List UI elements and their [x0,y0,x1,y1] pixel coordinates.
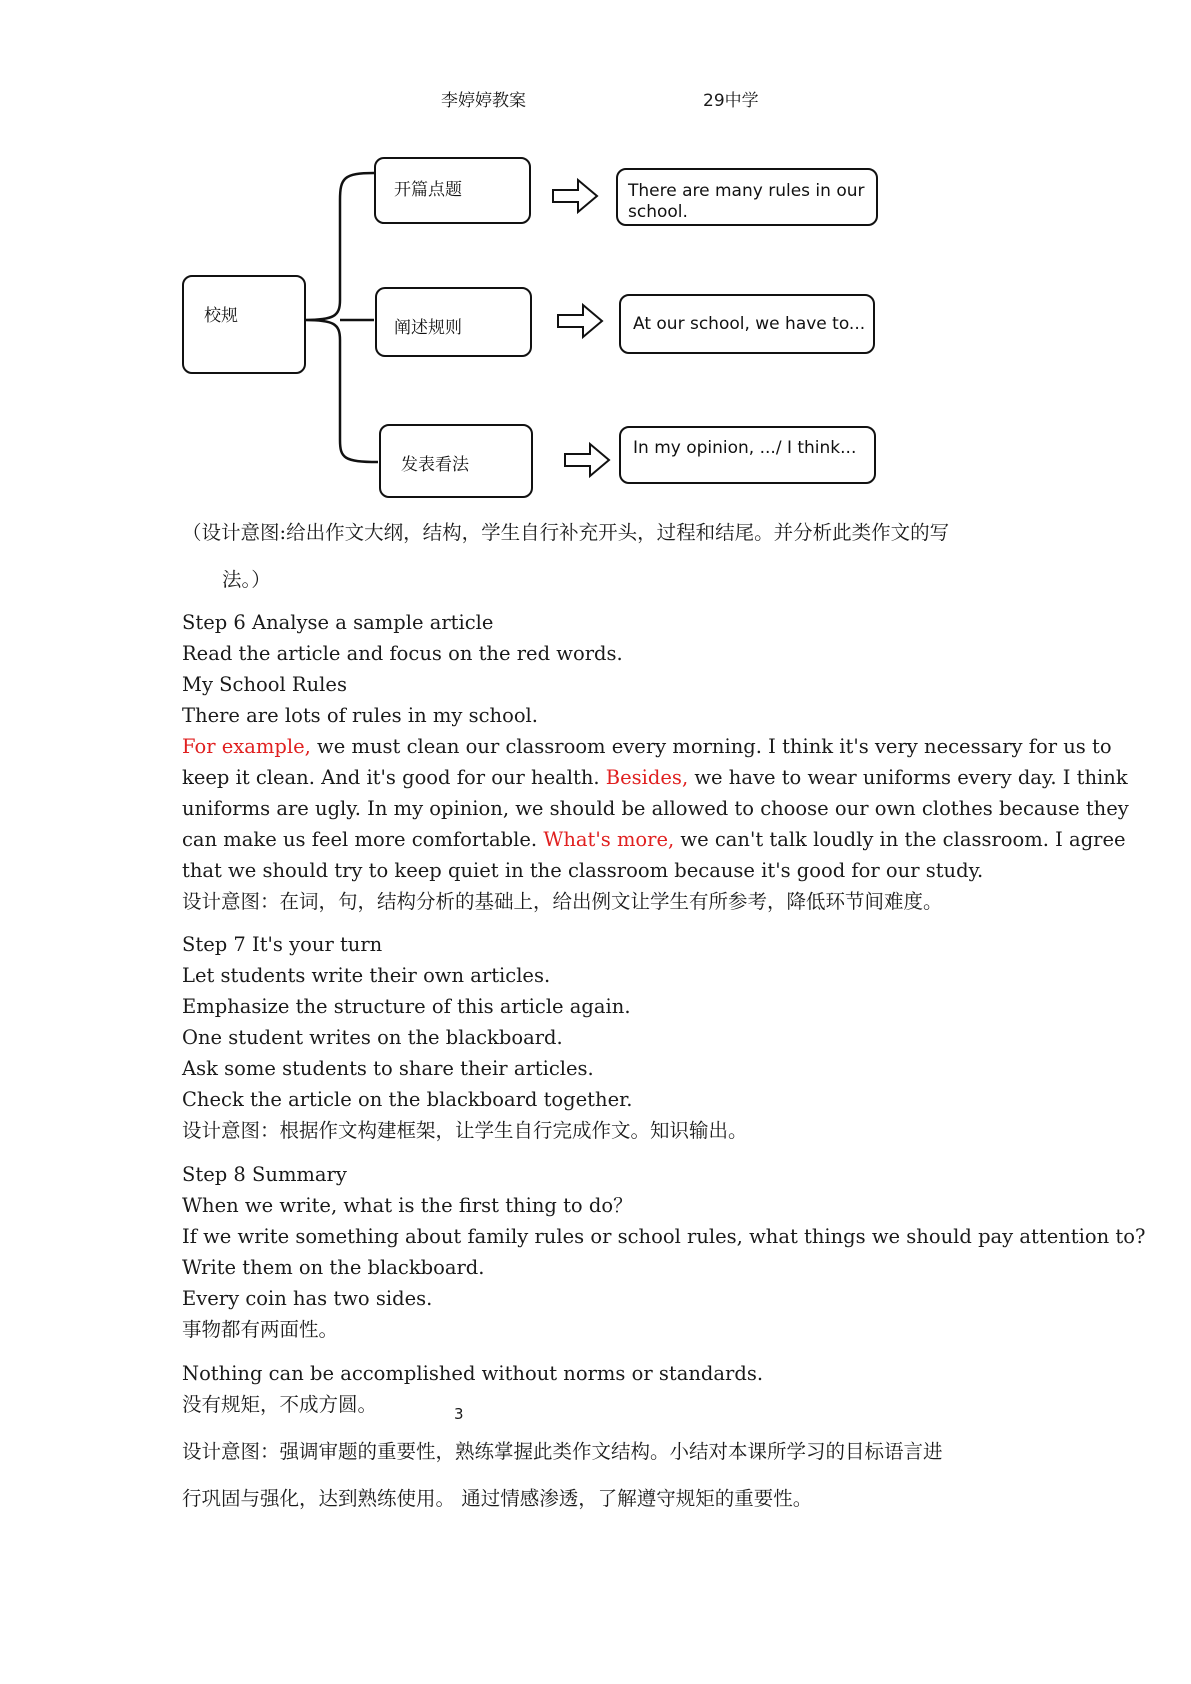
step8-question-2: If we write something about family rules or school rules, what things we should pay attention to? [182,1225,1146,1248]
step8-design-note-line1: 设计意图：强调审题的重要性，熟练掌握此类作文结构。小结对本课所学习的目标语言进 [182,1440,943,1463]
saying-1-english: Every coin has two sides. [182,1287,433,1310]
step7-item: Let students write their own articles. [182,964,551,987]
article-title: My School Rules [182,673,347,696]
step7-item: Ask some students to share their articles. [182,1057,594,1080]
step8-title: Step 8 Summary [182,1163,347,1186]
saying-1-chinese: 事物都有两面性。 [182,1318,339,1341]
red-word-besides: Besides, [605,766,689,789]
branch-node-1-label: 开篇点题 [394,180,462,200]
header-author: 李婷婷教案 [441,91,526,111]
step7-title: Step 7 It's your turn [182,933,383,956]
example-box-2 [619,294,875,354]
step7-item: One student writes on the blackboard. [182,1026,563,1049]
root-node [182,275,306,374]
step6-design-note: 设计意图：在词，句，结构分析的基础上，给出例文让学生有所参考，降低环节间难度。 [182,890,943,913]
arrow-right-icon-1 [553,180,597,212]
example-box-3-text: In my opinion, .../ I think... [633,438,857,458]
red-word-whats-more: What's more, [543,828,675,851]
branch-node-2 [375,287,532,357]
article-line-5: that we should try to keep quiet in the classroom because it's good for our study. [182,859,984,882]
step7-item: Check the article on the blackboard together. [182,1088,633,1111]
example-box-2-text: At our school, we have to... [633,314,866,334]
step7-item: Emphasize the structure of this article again. [182,995,631,1018]
branch-node-3-label: 发表看法 [401,455,469,475]
step6-title: Step 6 Analyse a sample article [182,611,494,634]
article-line-4: can make us feel more comfortable. What's more, we can't talk loudly in the classroom. I agree [182,828,1126,851]
root-node-label: 校规 [204,306,238,326]
step6-instruction: Read the article and focus on the red words. [182,642,623,665]
page-number: 3 [454,1405,464,1423]
article-line-2: keep it clean. And it's good for our health. Besides, we have to wear uniforms every day. I think [182,766,1128,789]
arrow-right-icon-2 [558,305,602,337]
header-school: 29中学 [703,91,759,111]
step7-design-note: 设计意图：根据作文构建框架，让学生自行完成作文。知识输出。 [182,1119,748,1142]
bracket-line [305,173,378,462]
step8-design-note-line2: 行巩固与强化，达到熟练使用。 通过情感渗透，了解遵守规矩的重要性。 [182,1487,813,1510]
arrow-right-icon-3 [565,444,609,476]
outline-diagram-lines [0,0,1191,520]
design-note-1-line2: 法。） [222,568,271,591]
article-line-1: For example, we must clean our classroom every morning. I think it's very necessary for us to [182,735,1112,758]
example-box-1 [616,168,878,226]
example-box-3 [619,426,876,484]
step8-instruction: Write them on the blackboard. [182,1256,485,1279]
design-note-1-line1: （设计意图:给出作文大纲，结构，学生自行补充开头，过程和结尾。并分析此类作文的写 [182,521,950,544]
saying-2-english: Nothing can be accomplished without norms or standards. [182,1362,764,1385]
branch-node-3 [379,424,533,498]
article-intro: There are lots of rules in my school. [182,704,538,727]
step8-question-1: When we write, what is the first thing to do？ [182,1194,633,1217]
saying-2-chinese: 没有规矩，不成方圆。 [182,1393,378,1416]
branch-node-2-label: 阐述规则 [394,318,462,338]
example-box-1-text: There are many rules in our school. [628,181,865,222]
red-word-for-example: For example, [182,735,311,758]
branch-node-1 [374,157,531,224]
article-line-3: uniforms are ugly. In my opinion, we should be allowed to choose our own clothes because they [182,797,1129,820]
